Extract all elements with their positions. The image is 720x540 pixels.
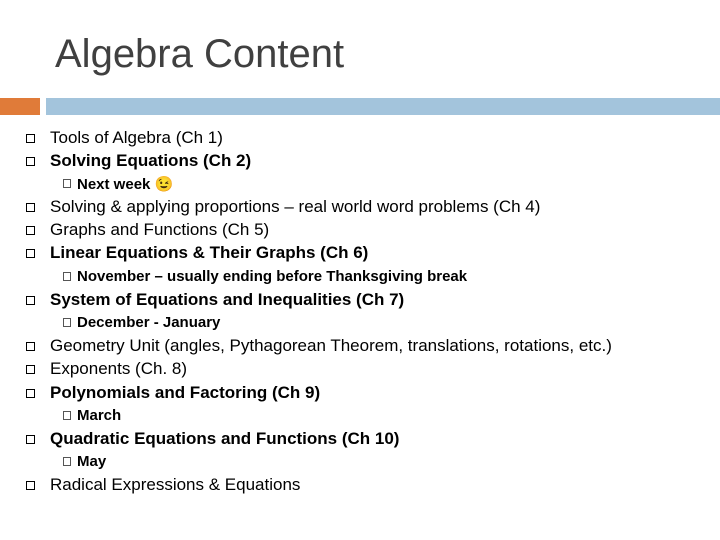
- checkbox-bullet-icon: [26, 481, 35, 490]
- sub-bullet-text: March: [77, 407, 122, 424]
- bullet-text: Polynomials and Factoring (Ch 9): [50, 383, 321, 402]
- sub-bullet-item: [0, 174, 720, 196]
- bullet-item: [0, 220, 720, 242]
- checkbox-bullet-icon: [26, 342, 35, 351]
- sub-bullet-icon: [63, 411, 71, 420]
- sub-bullet-text: Next week 😉: [77, 176, 174, 193]
- bullet-text: Linear Equations & Their Graphs (Ch 6): [50, 243, 369, 262]
- sub-bullet-icon: [63, 457, 71, 466]
- sub-bullet-icon: [63, 272, 71, 281]
- accent-bar-blue: [46, 98, 720, 115]
- bullet-item: [0, 151, 720, 173]
- sub-bullet-icon: [63, 179, 71, 188]
- bullet-item: [0, 290, 720, 312]
- bullet-text: Geometry Unit (angles, Pythagorean Theorem, translations, rotations, etc.): [50, 336, 612, 355]
- bullet-text: Solving Equations (Ch 2): [50, 151, 252, 170]
- bullet-item: [0, 475, 720, 497]
- bullet-text: Quadratic Equations and Functions (Ch 10): [50, 429, 400, 448]
- bullet-item: [0, 336, 720, 358]
- bullet-text: System of Equations and Inequalities (Ch 7): [50, 290, 405, 309]
- accent-bar-orange: [0, 98, 40, 115]
- checkbox-bullet-icon: [26, 249, 35, 258]
- bullet-text: Tools of Algebra (Ch 1): [50, 128, 223, 147]
- checkbox-bullet-icon: [26, 226, 35, 235]
- sub-bullet-text: May: [77, 453, 107, 470]
- bullet-text: Graphs and Functions (Ch 5): [50, 220, 270, 239]
- checkbox-bullet-icon: [26, 435, 35, 444]
- bullet-item: [0, 359, 720, 381]
- sub-bullet-icon: [63, 318, 71, 327]
- bullet-item: [0, 128, 720, 150]
- sub-bullet-item: [0, 452, 720, 474]
- checkbox-bullet-icon: [26, 389, 35, 398]
- checkbox-bullet-icon: [26, 157, 35, 166]
- sub-bullet-text: November – usually ending before Thanksgiving break: [77, 268, 468, 285]
- bullet-text: Solving & applying proportions – real world word problems (Ch 4): [50, 197, 541, 216]
- slide-title: Algebra Content: [55, 32, 345, 76]
- bullet-item: [0, 429, 720, 451]
- bullet-item: [0, 243, 720, 265]
- sub-bullet-text: December - January: [77, 314, 221, 331]
- bullet-item: [0, 197, 720, 219]
- sub-bullet-item: [0, 313, 720, 335]
- sub-bullet-item: [0, 406, 720, 428]
- bullet-text: Exponents (Ch. 8): [50, 359, 188, 378]
- checkbox-bullet-icon: [26, 365, 35, 374]
- checkbox-bullet-icon: [26, 203, 35, 212]
- bullet-item: [0, 383, 720, 405]
- sub-bullet-item: [0, 267, 720, 289]
- checkbox-bullet-icon: [26, 296, 35, 305]
- checkbox-bullet-icon: [26, 134, 35, 143]
- bullet-text: Radical Expressions & Equations: [50, 475, 301, 494]
